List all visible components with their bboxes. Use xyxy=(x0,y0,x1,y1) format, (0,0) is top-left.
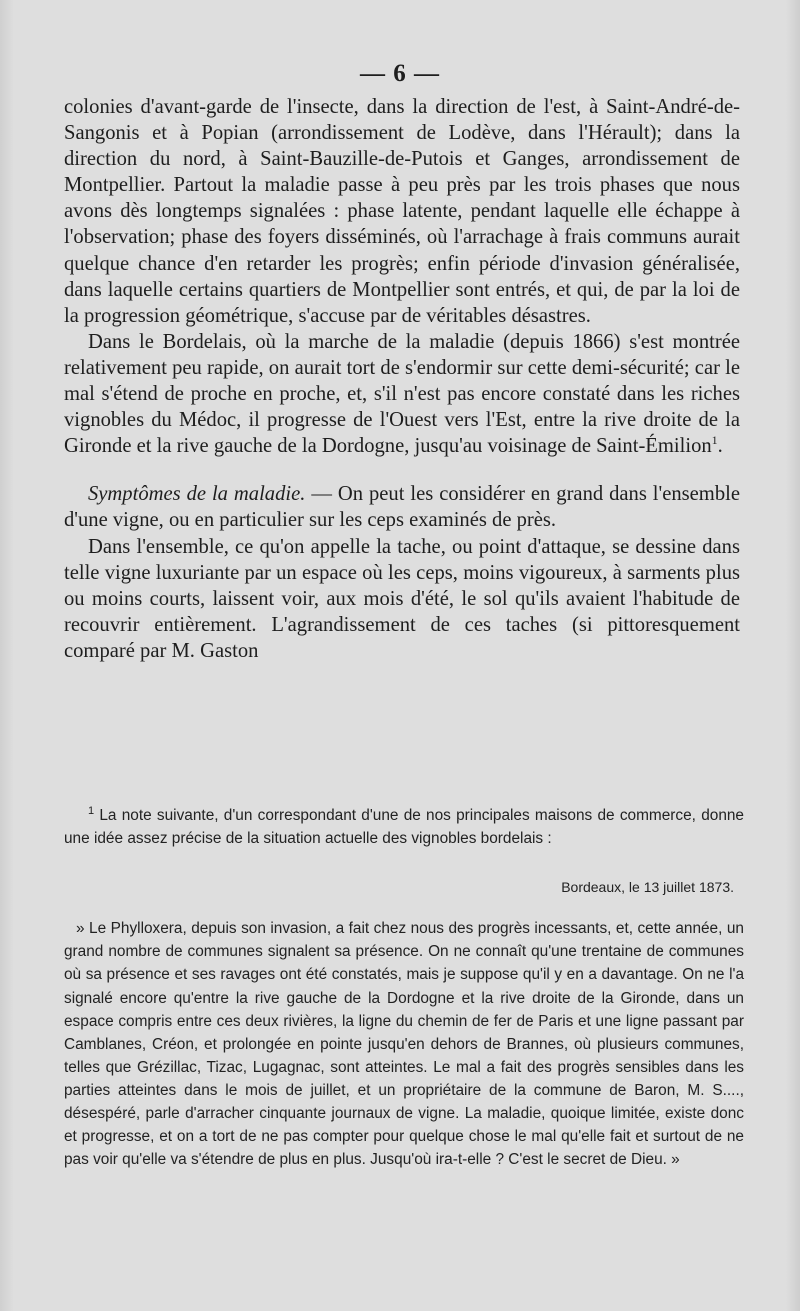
section-title: Symptômes de la maladie. xyxy=(88,483,306,506)
footnote-mark: 1 xyxy=(88,804,95,817)
footnote-block xyxy=(64,804,744,1171)
paragraph-2 xyxy=(64,329,740,459)
footnote-reference: 1 xyxy=(711,433,718,448)
paragraph-symptomes xyxy=(64,481,740,533)
footnote-intro xyxy=(64,804,744,850)
footnote-intro-text: La note suivante, d'un correspondant d'une de nos principales maisons de commerce, donne une idée assez précise de la situation actuelle des vignobles bordelais : xyxy=(64,807,744,848)
footnote-letter: » Le Phylloxera, depuis son invasion, a fait chez nous des progrès incessants, et, cette année, un grand nombre de communes signalent sa présence. On ne connaît qu'une trentaine de communes où sa présence et ses ravages ont été constatés, mais je suppose qu'il y en a davantage. On ne l'a signalé encore qu'entre la rive gauche de la Dordogne et la rive droite de la Gironde, dans un espace compris entre ces deux rivières, la ligne du chemin de fer de Paris et une ligne passant par Camblanes, Créon, et prolongée en pointe jusqu'en dehors de Brannes, où plusieurs communes, telles que Grézillac, Tizac, Lugagnac, sont atteintes. Le mal a fait des progrès sensibles dans les parties atteintes dans le mois de juillet, et un propriétaire de la commune de Baron, M. S...., désespéré, parle d'arracher cinquante journaux de vigne. La maladie, quoique limitée, existe donc et progresse, et on a tort de ne pas compter pour quelque chose le mal qu'elle fait et surtout de ne pas voir qu'elle va s'étendre de plus en plus. Jusqu'où ira-t-elle ? C'est le secret de Dieu. » xyxy=(64,920,744,1169)
footnote-dateline: Bordeaux, le 13 juillet 1873. xyxy=(561,879,734,896)
paragraph-1: colonies d'avant-garde de l'insecte, dans la direction de l'est, à Saint-André-de-Sangonis et à Popian (arrondissement de Lodève, dans l'Hérault); dans la direction du nord, à Saint-Bauzille-de-Putois et Ganges, arrondissement de Montpellier. Partout la maladie passe à peu près par les trois phases que nous avons dès longtemps signalées : phase latente, pendant laquelle elle échappe à l'observation; phase des foyers disséminés, où l'arrachage à frais communs aurait quelque chance d'en retarder les progrès; enfin période d'invasion généralisée, dans laquelle certains quartiers de Montpellier sont entrés, et qui, de par la loi de la progression géométrique, s'accuse par de véritables désastres. xyxy=(64,96,740,327)
paragraph-2-end: . xyxy=(717,435,723,458)
page-number: — 6 — xyxy=(360,60,440,87)
main-text xyxy=(64,94,740,664)
paragraph-4: Dans l'ensemble, ce qu'on appelle la tache, ou point d'attaque, se dessine dans telle vigne luxuriante par un espace où les ceps, moins vigoureux, à sarments plus ou moins courts, laissent voir, aux mois d'été, le sol qu'ils avaient l'habitude de recouvrir entièrement. L'agrandissement de ces taches (si pittoresquement comparé par M. Gaston xyxy=(64,535,740,662)
paragraph-2-text: Dans le Bordelais, où la marche de la maladie (depuis 1866) s'est montrée relativement peu rapide, on aurait tort de s'endormir sur cette demi-sécurité; car le mal s'étend de proche en proche, et, s'il n'est pas encore constaté dans les riches vignobles du Médoc, il progresse de l'Ouest vers l'Est, entre la rive droite de la Gironde et la rive gauche de la Dordogne, jusqu'au voisinage de Saint-Émilion xyxy=(64,330,740,458)
paragraph-symptomes-text: — On peut les considérer en grand dans l'ensemble d'une vigne, ou en particulier sur les ceps examinés de près. xyxy=(64,483,740,532)
